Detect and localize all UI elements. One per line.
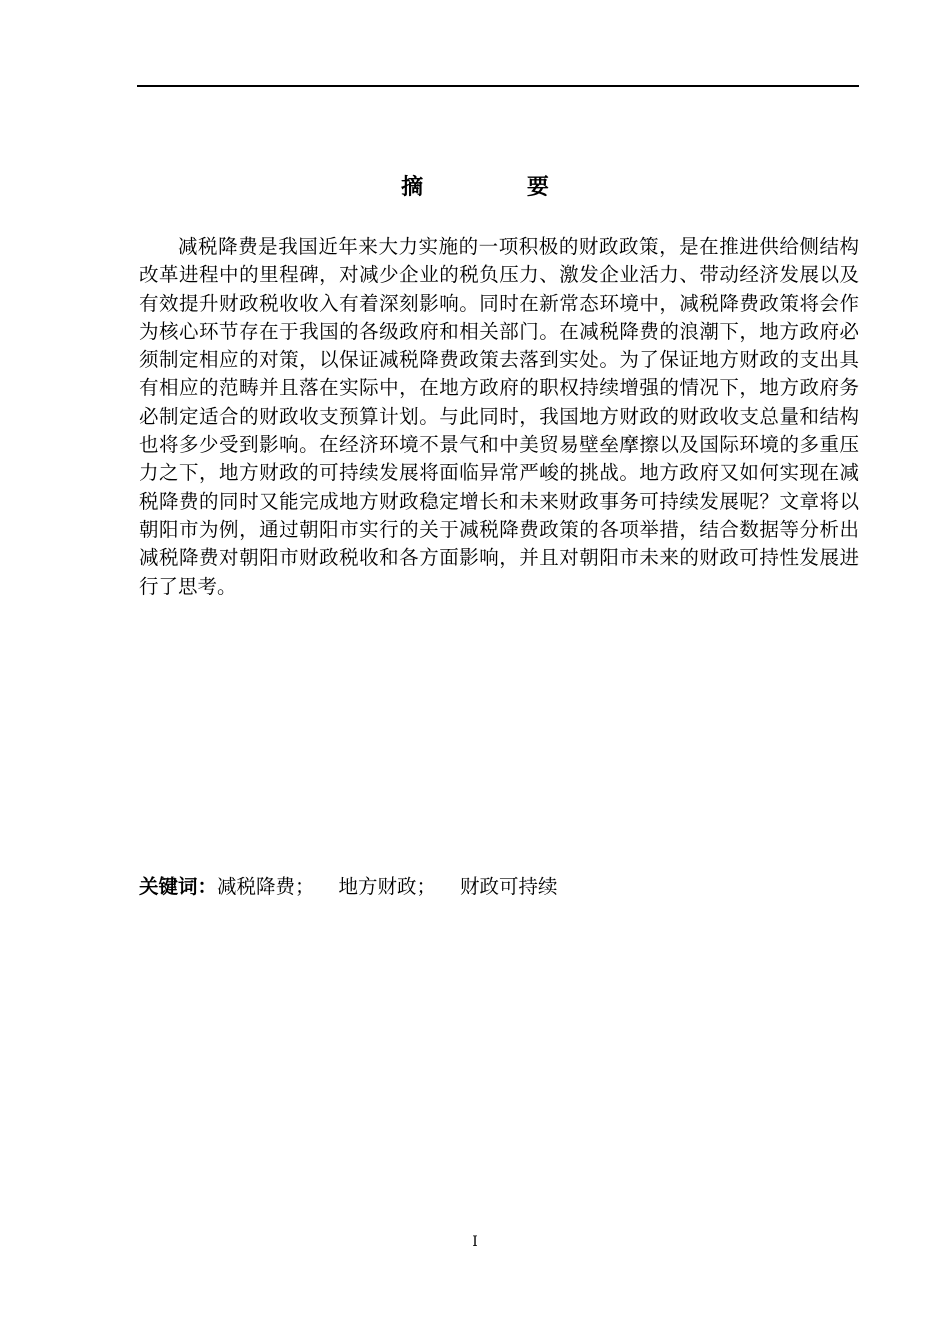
keyword-item: 减税降费； <box>217 875 315 898</box>
keywords-label: 关键词： <box>139 875 218 898</box>
abstract-body: 减税降费是我国近年来大力实施的一项积极的财政政策，是在推进供给侧结构改革进程中的里程碑，对减少企业的税负压力、激发企业活力、带动经济发展以及有效提升财政税收收入有着深刻影响。同时在新常态环境中，减税降费政策将会作为核心环节存在于我国的各级政府和相关部门。在减税降费的浪潮下，地方政府必须制定相应的对策，以保证减税降费政策去落到实处。为了保证地方财政的支出具有相应的范畴并且落在实际中，在地方政府的职权持续增强的情况下，地方政府务必制定适合的财政收支预算计划。与此同时，我国地方财政的财政收支总量和结构也将多少受到影响。在经济环境不景气和中美贸易壁垒摩擦以及国际环境的多重压力之下，地方财政的可持续发展将面临异常严峻的挑战。地方政府又如何实现在减税降费的同时又能完成地方财政稳定增长和未来财政事务可持续发展呢？文章将以朝阳市为例，通过朝阳市实行的关于减税降费政策的各项举措，结合数据等分析出减税降费对朝阳市财政税收和各方面影响，并且对朝阳市未来的财政可持性发展进行了思考。 <box>139 235 859 598</box>
keywords-line <box>139 872 582 902</box>
keyword-item: 地方财政； <box>338 875 437 898</box>
header-rule <box>137 85 859 87</box>
page-number: I <box>472 1234 478 1250</box>
abstract-title: 摘 要 <box>401 175 597 200</box>
keyword-item: 财政可持续 <box>460 875 558 898</box>
